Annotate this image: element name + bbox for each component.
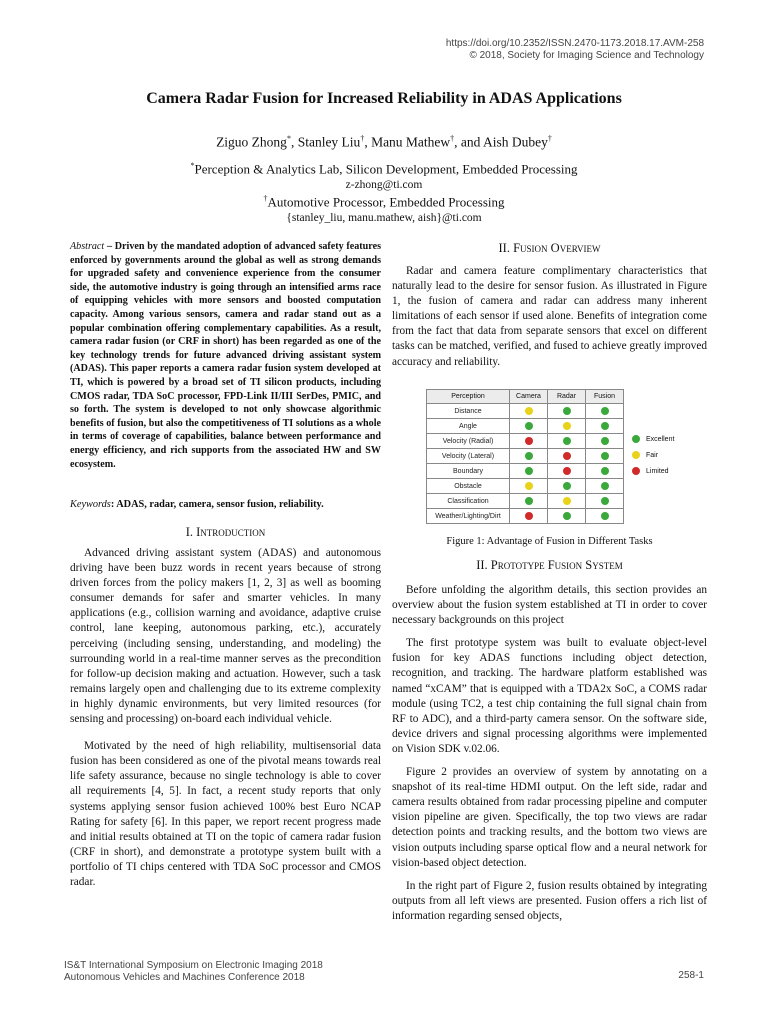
red-dot-icon: [632, 467, 640, 475]
rating-cell: [548, 494, 586, 509]
author-name: Ziguo Zhong: [216, 134, 287, 150]
excellent-rating-dot-icon: [601, 452, 609, 460]
table-row: [427, 479, 624, 494]
excellent-rating-dot-icon: [601, 467, 609, 475]
table-row: [427, 449, 624, 464]
rating-cell: [586, 509, 624, 524]
table-header-cell: Radar: [548, 390, 586, 404]
footer-line: IS&T International Symposium on Electronic Imaging 2018: [64, 960, 323, 971]
table-row: [427, 434, 624, 449]
author-mark: †: [450, 134, 455, 143]
rating-cell: [586, 434, 624, 449]
affiliation-1: [0, 161, 768, 177]
fusion-body: [392, 264, 707, 370]
section-heading-introduction: I. Introduction: [185, 525, 266, 539]
limited-rating-dot-icon: [525, 512, 533, 520]
legend-excellent: [632, 435, 674, 443]
paragraph: Before unfolding the algorithm details, this section provides an overview about the fusion system established at TI in order to cover necessary backgrounds on this project: [392, 584, 707, 627]
rating-cell: [510, 449, 548, 464]
keywords: [70, 497, 381, 512]
fair-rating-dot-icon: [525, 407, 533, 415]
excellent-rating-dot-icon: [525, 497, 533, 505]
rating-cell: [510, 509, 548, 524]
author-mark: †: [547, 134, 552, 143]
fair-rating-dot-icon: [563, 422, 571, 430]
table-header-cell: Camera: [510, 390, 548, 404]
paragraph: In the right part of Figure 2, fusion results obtained by integrating outputs from all left views are presented. Fusion offers a rich list of information regarding sensed objects,: [392, 879, 707, 922]
author-name: Stanley Liu: [297, 134, 361, 150]
limited-rating-dot-icon: [563, 452, 571, 460]
abstract-label: Abstract: [70, 241, 105, 252]
copyright-line: © 2018, Society for Imaging Science and Technology: [469, 50, 704, 61]
rating-cell: [548, 404, 586, 419]
table-row: [427, 404, 624, 419]
green-dot-icon: [632, 435, 640, 443]
rating-cell: [510, 494, 548, 509]
prototype-body: [392, 583, 707, 924]
affiliation-text: Automotive Processor, Embedded Processing: [267, 194, 505, 210]
rating-cell: [586, 419, 624, 434]
affiliation-text: Perception & Analytics Lab, Silicon Development, Embedded Processing: [194, 161, 578, 177]
author-mark: *: [286, 134, 291, 143]
table-row: [427, 509, 624, 524]
affiliation-2: [0, 194, 768, 210]
doi-header: [446, 38, 704, 62]
excellent-rating-dot-icon: [563, 482, 571, 490]
rating-cell: [548, 434, 586, 449]
table-row: [427, 419, 624, 434]
rating-cell: [548, 419, 586, 434]
perception-name: Obstacle: [427, 479, 510, 494]
excellent-rating-dot-icon: [601, 497, 609, 505]
author-mark: †: [360, 134, 365, 143]
figure-caption: Figure 1: Advantage of Fusion in Different Tasks: [446, 536, 653, 547]
perception-name: Distance: [427, 404, 510, 419]
excellent-rating-dot-icon: [525, 467, 533, 475]
limited-rating-dot-icon: [563, 467, 571, 475]
rating-cell: [510, 419, 548, 434]
limited-rating-dot-icon: [525, 437, 533, 445]
perception-name: Boundary: [427, 464, 510, 479]
page-number: 258-1: [678, 970, 704, 981]
rating-cell: [586, 404, 624, 419]
excellent-rating-dot-icon: [563, 407, 571, 415]
rating-cell: [586, 449, 624, 464]
author-name: and Aish Dubey: [460, 134, 548, 150]
abstract-text: – Driven by the mandated adoption of advanced safety features enforced by governments around the global as well as strong demands for upgraded safety and convenience experience from the consumer side, the automotive industry is going through an intensified arms race of equipping vehicles with more sensors and boosted computation capacity. Among various sensors, camera and radar stand out as a popular combination offering complementary capabilities. As a result, camera radar fusion (or CRF in short) has been regarded as one of the key technology trends for future advanced driving assistant system (ADAS). This paper reports a camera radar fusion system developed at TI, which is powered by a broad set of TI silicon products, including CMOS radar, TDA SoC processor, FPD-Link II/III SerDes, PMIC, and so forth. The system is developed to not only showcase algorithmic benefits of fusion, but also the competitiveness of TI solutions as a whole in terms of coverage of capabilities, balance between performance and energy efficiency, and rich supports from the associated HW and SW ecosystem.: [70, 241, 381, 470]
section-heading-fusion-overview: II. Fusion Overview: [498, 241, 601, 255]
paper-title: Camera Radar Fusion for Increased Reliability in ADAS Applications: [146, 90, 622, 107]
legend-label: Limited: [646, 467, 669, 475]
rating-cell: [510, 464, 548, 479]
author-line: Ziguo Zhong*, Stanley Liu†, Manu Mathew†, and Aish Dubey†: [216, 134, 552, 150]
rating-cell: [548, 479, 586, 494]
legend-label: Fair: [646, 451, 659, 459]
section-heading-prototype: II. Prototype Fusion System: [476, 558, 623, 572]
excellent-rating-dot-icon: [525, 452, 533, 460]
perception-name: Velocity (Lateral): [427, 449, 510, 464]
paragraph: Radar and camera feature complimentary characteristics that naturally lead to the desire for sensor fusion. As illustrated in Figure 1, the fusion of camera and radar can address many inherent limitations of each sensor if used alone. Benefits of integration come from the fact that data from separate sensors that excel on different tasks can be matched, verified, and fused to achieve greatly improved accuracy and reliability.: [392, 265, 707, 368]
page-footer: [64, 960, 323, 984]
perception-name: Weather/Lighting/Dirt: [427, 509, 510, 524]
excellent-rating-dot-icon: [601, 422, 609, 430]
rating-cell: [586, 464, 624, 479]
perception-table: [426, 389, 624, 524]
affiliation-mark: *: [190, 161, 195, 170]
email-1: z-zhong@ti.com: [345, 179, 423, 191]
excellent-rating-dot-icon: [563, 512, 571, 520]
perception-name: Angle: [427, 419, 510, 434]
keywords-label: Keywords: [70, 499, 111, 510]
table-row: [427, 494, 624, 509]
rating-cell: [586, 479, 624, 494]
affiliation-mark: †: [263, 194, 268, 203]
abstract: [70, 240, 381, 471]
excellent-rating-dot-icon: [601, 407, 609, 415]
table-header-cell: Perception: [427, 390, 510, 404]
yellow-dot-icon: [632, 451, 640, 459]
legend-fair: [632, 451, 658, 459]
table-header-cell: Fusion: [586, 390, 624, 404]
rating-cell: [510, 404, 548, 419]
rating-cell: [586, 494, 624, 509]
excellent-rating-dot-icon: [601, 437, 609, 445]
paragraph: Motivated by the need of high reliability, multisensorial data fusion has been considered as one of the pivotal means towards real life safety assurance, because no single technology is able to cover all requirements [4, 5]. In fact, a recent study reports that only systems applying sensor fusion achieved 100% best Euro NCAP Rating for safety [6]. In this paper, we report recent progress made and initial results obtained at TI on the topic of camera radar fusion (CRF in short), and demonstrate a prototype system built with a portfolio of TI chips centered with TDA SoC processor and CMOS radar.: [70, 740, 381, 888]
rating-cell: [510, 479, 548, 494]
email-2: {stanley_liu, manu.mathew, aish}@ti.com: [286, 212, 482, 224]
table-row: [427, 464, 624, 479]
rating-cell: [548, 509, 586, 524]
paragraph: The first prototype system was built to evaluate object-level fusion for key ADAS functions including object detection, recognition, and tracking. The hardware platform established was named “xCAM” that is equipped with a TDA2x SoC, a COMS radar module (using TC2, a test chip containing the full signal chain from RF to ADC), and a third-party camera sensor. On the software side, device drivers and signal processing algorithms were implemented on Vision SDK v.02.06.: [392, 637, 707, 755]
intro-body: [70, 546, 381, 890]
paragraph: Advanced driving assistant system (ADAS) and autonomous driving have been buzz words in recent years because of strong driven forces from the policy makers [1, 2, 3] as well as booming consumer demands for safer and smarter vehicles. In many applications (e.g., collision warning and avoidance, adaptive cruise control, lane keeping, autonomous parking, etc.), accurately perceiving (including sensing, understanding, and modeling) the surrounding world in a real-time manner serves as the precondition for follow-up decision making and actuation. However, such a task remains largely open and challenging due to its extreme complexity in highly dynamic environments, but very limited resources (for sensing and processing) on-board each individual vehicle.: [70, 547, 381, 726]
legend-label: Excellent: [646, 435, 675, 443]
excellent-rating-dot-icon: [601, 512, 609, 520]
keywords-text: : ADAS, radar, camera, sensor fusion, reliability.: [110, 499, 324, 510]
fair-rating-dot-icon: [525, 482, 533, 490]
rating-cell: [548, 464, 586, 479]
table-header-row: [427, 390, 624, 404]
fair-rating-dot-icon: [563, 497, 571, 505]
perception-name: Classification: [427, 494, 510, 509]
excellent-rating-dot-icon: [563, 437, 571, 445]
figure-1-table: [426, 389, 624, 524]
excellent-rating-dot-icon: [525, 422, 533, 430]
perception-name: Velocity (Radial): [427, 434, 510, 449]
rating-cell: [548, 449, 586, 464]
legend-limited: [632, 467, 669, 475]
author-name: Manu Mathew: [371, 134, 451, 150]
paragraph: Figure 2 provides an overview of system by annotating on a snapshot of its real-time HDMI output. On the left side, radar and camera results obtained from radar processing pipeline and computer vision pipeline are given. Specifically, the top two views are radar detection points and tracking results, and the bottom two views are vision outputs including sparse optical flow and a neural network for vision-based object detection.: [392, 766, 707, 869]
doi-link[interactable]: https://doi.org/10.2352/ISSN.2470-1173.2018.17.AVM-258: [445, 38, 704, 49]
excellent-rating-dot-icon: [601, 482, 609, 490]
footer-line: Autonomous Vehicles and Machines Conference 2018: [64, 972, 305, 983]
rating-cell: [510, 434, 548, 449]
